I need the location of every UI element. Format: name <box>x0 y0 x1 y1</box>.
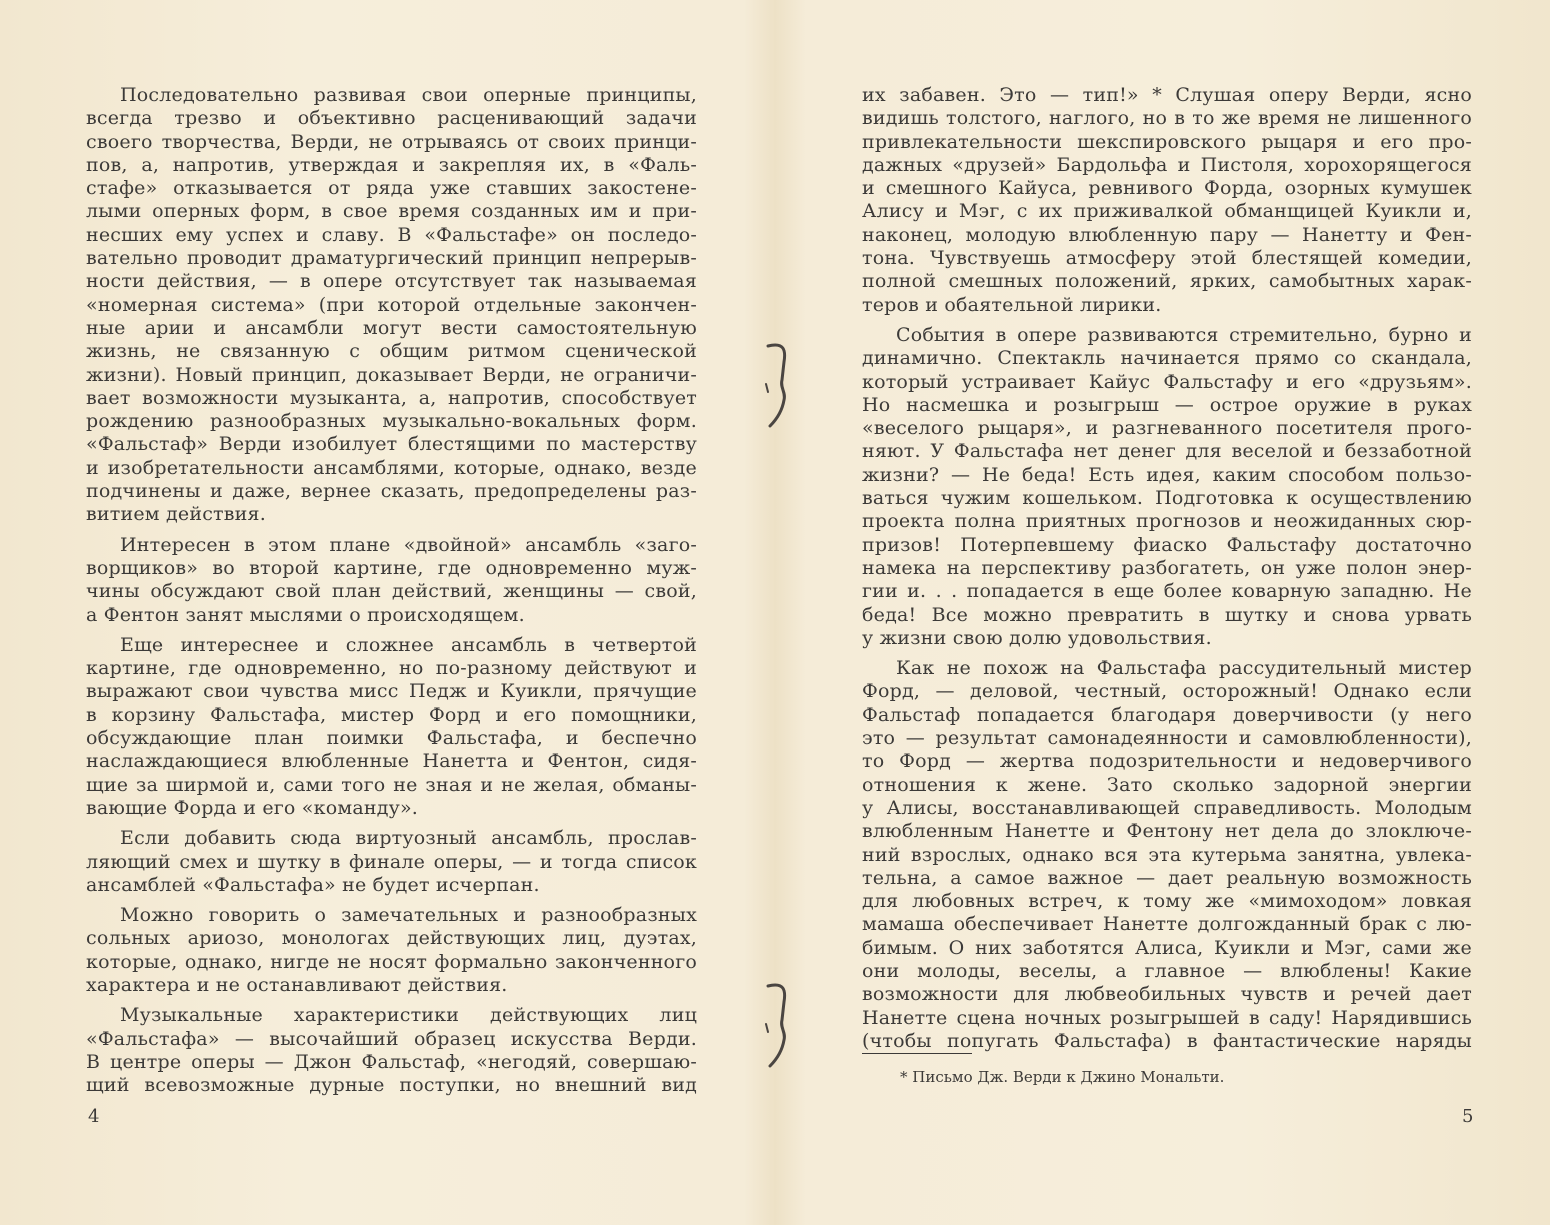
text-line: щий всевозможные дурные поступки, но внешний вид <box>86 1074 697 1097</box>
text-line: стафе» отказывается от ряда уже ставших закостене- <box>86 177 697 200</box>
footnote-rule <box>862 1053 972 1054</box>
text-line: а Фентон занят мыслями о происходящем. <box>86 603 525 626</box>
text-line: картине, где одновременно, но по-разному действуют и <box>86 657 697 680</box>
text-line: наконец, молодую влюбленную пару — Нанетту и Фен- <box>862 223 1472 246</box>
footnote: * Письмо Дж. Верди к Джино Мональти. <box>900 1068 1225 1086</box>
text-line: вающие Форда и его «команду». <box>86 796 419 819</box>
text-line: у Алисы, восстанавливающей справедливость. Молодым <box>862 796 1472 819</box>
paragraph <box>862 657 1472 1053</box>
text-line: влюбленным Нанетте и Фентону нет дела до злоключе- <box>862 820 1472 843</box>
text-line: Еще интереснее и сложнее ансамбль в четвертой <box>120 633 697 656</box>
text-line: всегда трезво и объективно расценивающий задачи <box>86 107 697 130</box>
text-line: лыми оперных форм, в свое время созданных им и при- <box>86 200 697 223</box>
text-line: несших ему успех и славу. В «Фальстафе» он последо- <box>86 223 697 246</box>
page-number-right: 5 <box>1462 1106 1474 1127</box>
staple-icon <box>760 980 800 1070</box>
text-line: тельна, а самое важное — дает реальную возможность <box>862 866 1472 889</box>
page-number-left: 4 <box>88 1106 100 1127</box>
text-line: которые, однако, нигде не носят формально законченного <box>86 950 697 973</box>
text-line: и смешного Кайуса, ревнивого Форда, озорных кумушек <box>862 177 1472 200</box>
text-line: «номерная система» (при которой отдельные закончен- <box>86 293 697 316</box>
text-line: своего творчества, Верди, не отрываясь от своих принци- <box>86 130 697 153</box>
text-line: бимым. О них заботятся Алиса, Куикли и Мэг, сами же <box>862 936 1472 959</box>
paragraph <box>86 1004 697 1097</box>
text-line: витием действия. <box>86 503 266 526</box>
text-line: ные арии и ансамбли могут вести самостоятельную <box>86 316 697 339</box>
paragraph <box>86 534 697 627</box>
text-line: видишь толстого, наглого, но в то же время не лишенного <box>862 107 1472 130</box>
text-line: рождению разнообразных музыкально-вокальных форм. <box>86 410 697 433</box>
text-line: Алису и Мэг, с их приживалкой обманщицей Куикли и, <box>862 200 1472 223</box>
text-line: вает возможности музыканта, а, напротив, способствует <box>86 386 697 409</box>
paragraph <box>86 827 697 897</box>
text-line: жизни). Новый принцип, доказывает Верди, не ограничи- <box>86 363 697 386</box>
staple-icon <box>760 340 800 430</box>
paragraph <box>862 84 1472 317</box>
text-line: Форд, — деловой, честный, осторожный! Однако если <box>862 680 1472 703</box>
text-line: (чтобы попугать Фальстафа) в фантастические наряды <box>862 1029 1472 1052</box>
text-line: «Фальстафа» — высочайший образец искусства Верди. <box>86 1027 697 1050</box>
text-line: Музыкальные характеристики действующих лиц <box>120 1004 697 1027</box>
text-line: Можно говорить о замечательных и разнообразных <box>120 904 697 927</box>
text-line: для любовных встреч, к тому же «мимоходом» ловкая <box>862 890 1472 913</box>
text-line: отношения к жене. Зато сколько задорной энергии <box>862 773 1472 796</box>
text-line: привлекательности шекспировского рыцаря и его про- <box>862 130 1472 153</box>
text-line: жизни? — Не беда! Есть идея, каким способом пользо- <box>862 463 1472 486</box>
text-line: ваться чужим кошельком. Подготовка к осуществлению <box>862 487 1472 510</box>
text-line: Фальстаф попадается благодаря доверчивости (у него <box>862 703 1472 726</box>
text-line: Интересен в этом плане «двойной» ансамбль «заго- <box>120 533 697 556</box>
text-line: намека на перспективу разбогатеть, он уже полон энер- <box>862 556 1472 579</box>
text-line: ансамблей «Фальстафа» не будет исчерпан. <box>86 873 540 896</box>
text-line: В центре оперы — Джон Фальстаф, «негодяй, совершаю- <box>86 1050 697 1073</box>
text-line: Но насмешка и розыгрыш — острое оружие в руках <box>862 393 1472 416</box>
text-line: возможности для любвеобильных чувств и речей дает <box>862 983 1472 1006</box>
text-line: ности действия, — в опере отсутствует так называемая <box>86 270 697 293</box>
text-line: гии и. . . попадается в еще более коварную западню. Не <box>862 580 1472 603</box>
text-line: ний взрослых, однако вся эта кутерьма занятна, увлека- <box>862 843 1472 866</box>
text-line: динамично. Спектакль начинается прямо со скандала, <box>862 347 1472 370</box>
paragraph <box>86 904 697 997</box>
text-line: характера и не останавливают действия. <box>86 973 508 996</box>
text-line: сольных ариозо, монологах действующих лиц, дуэтах, <box>86 927 697 950</box>
text-line: Нанетте сцена ночных розыгрышей в саду! Нарядившись <box>862 1006 1472 1029</box>
text-line: Последовательно развивая свои оперные принципы, <box>120 84 697 106</box>
text-line: тона. Чувствуешь атмосферу этой блестящей комедии, <box>862 247 1472 270</box>
text-line: то Форд — жертва подозрительности и недоверчивого <box>862 750 1472 773</box>
right-page <box>862 84 1472 1053</box>
text-line: «Фальстаф» Верди изобилует блестящими по мастерству <box>86 433 697 456</box>
text-line: Как не похож на Фальстафа рассудительный мистер <box>896 657 1472 680</box>
text-line: жизнь, не связанную с общим ритмом сценической <box>86 340 697 363</box>
text-line: щие за ширмой и, сами того не зная и не желая, обманы- <box>86 773 697 796</box>
text-line: у жизни свою долю удовольствия. <box>862 626 1212 649</box>
left-page <box>86 84 697 1097</box>
text-line: подчинены и даже, вернее сказать, предопределены раз- <box>86 480 697 503</box>
text-line: они молоды, веселы, а главное — влюблены! Какие <box>862 959 1472 982</box>
text-line: мамаша обеспечивает Нанетте долгожданный брак с лю- <box>862 913 1472 936</box>
text-line: проекта полна приятных прогнозов и неожиданных сюр- <box>862 510 1472 533</box>
text-line: который устраивает Кайус Фальстафу и его «друзьям». <box>862 370 1472 393</box>
text-line: дажных «друзей» Бардольфа и Пистоля, хорохорящегося <box>862 153 1472 176</box>
text-line: Если добавить сюда виртуозный ансамбль, прослав- <box>120 827 697 850</box>
text-line: няют. У Фальстафа нет денег для веселой и беззаботной <box>862 440 1472 463</box>
text-line: призов! Потерпевшему фиаско Фальстафу достаточно <box>862 533 1472 556</box>
text-line: обсуждающие план поимки Фальстафа, и беспечно <box>86 727 697 750</box>
text-line: ляющий смех и шутку в финале оперы, — и тогда список <box>86 850 697 873</box>
text-line: в корзину Фальстафа, мистер Форд и его помощники, <box>86 703 697 726</box>
paragraph <box>86 84 697 527</box>
text-line: теров и обаятельной лирики. <box>862 293 1162 316</box>
text-line: ворщиков» во второй картине, где одновременно муж- <box>86 556 697 579</box>
text-line: вательно проводит драматургический принцип непрерыв- <box>86 247 697 270</box>
text-line: чины обсуждают свой план действий, женщины — свой, <box>86 580 697 603</box>
text-line: События в опере развиваются стремительно, бурно и <box>896 323 1472 346</box>
text-line: беда! Все можно превратить в шутку и снова урвать <box>862 603 1472 626</box>
text-line: и изобретательности ансамблями, которые, однако, везде <box>86 456 697 479</box>
text-line: пов, а, напротив, утверждая и закрепляя их, в «Фаль- <box>86 153 697 176</box>
text-line: это — результат самонадеянности и самовлюбленности), <box>862 727 1472 750</box>
text-line: их забавен. Это — тип!» * Слушая оперу Верди, ясно <box>862 84 1472 106</box>
text-line: выражают свои чувства мисс Педж и Куикли, прячущие <box>86 680 697 703</box>
text-line: «веселого рыцаря», и разгневанного посетителя прого- <box>862 417 1472 440</box>
text-line: наслаждающиеся влюбленные Нанетта и Фентон, сидя- <box>86 750 697 773</box>
paragraph <box>86 634 697 820</box>
text-line: полной смешных положений, ярких, самобытных харак- <box>862 270 1472 293</box>
paragraph <box>862 324 1472 650</box>
